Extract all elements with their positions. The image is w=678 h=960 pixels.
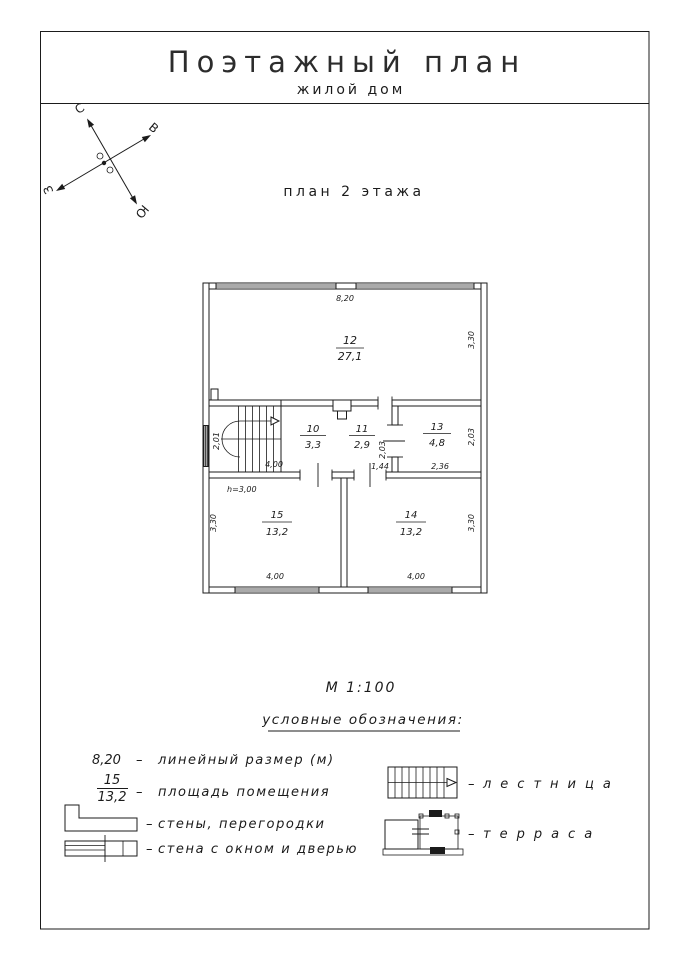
legend-dash: – [468,777,475,792]
wall-room13-left-lower [392,457,398,472]
stairs-arrowhead [447,779,456,787]
legend-sample-area-number: 15 [103,773,121,788]
chimney-block [333,400,351,411]
dim-ceiling-height: h=3,00 [227,485,257,494]
window-top-left [216,283,336,289]
compass-curl-icon [97,153,103,159]
page-title: Поэтажный план [167,45,527,79]
wall-room12-bottom-right [392,400,481,406]
room-area: 13,2 [399,527,423,538]
room-number: 11 [355,424,369,435]
stair-direction-arrowhead [271,417,279,425]
dim-top-width: 8,20 [336,294,354,303]
legend-row-terrace [383,810,601,855]
plan-caption: план 2 этажа [283,184,425,200]
room-label-13 [423,422,451,449]
legend-label-stairs: лестница [483,777,620,792]
window-frame [235,587,319,593]
room-label-14 [396,510,426,538]
legend-label-area: площадь помещения [158,785,331,800]
room-number: 14 [404,510,418,521]
dim-room15-depth: 3,30 [209,514,218,532]
legend-dash: – [136,785,143,800]
window-bottom-left [235,587,319,593]
compass-west-arrowhead [56,184,65,191]
compass-east-arrowhead [142,135,151,142]
compass-west-label: З [40,183,57,197]
compass-ns-line [89,122,134,200]
room-area: 2,9 [354,440,370,451]
legend-label-terrace: терраса [483,827,602,842]
legend-label-linear: линейный размер (м) [158,753,335,768]
window-frame [203,425,209,467]
legend-row-window-door [65,835,358,862]
wall-hall-bottom-left [209,472,300,478]
legend-row-stairs [388,767,620,798]
terrace-step-block [430,847,445,854]
dim-hall-width: 1,44 [371,462,389,471]
legend-dash: – [146,817,153,832]
compass-north-label: С [72,100,88,117]
chimney-block-tab [338,411,347,419]
pillar-stair [211,389,218,400]
wall-hall-bottom-mid [332,472,354,478]
dim-room15-width: 4,00 [266,572,284,581]
window-door-symbol-icon [65,841,137,856]
dim-room14-depth: 3,30 [467,514,476,532]
room-area: 3,3 [305,440,321,451]
room-number: 15 [270,510,284,521]
compass-rose [40,101,161,221]
window-bottom-right [368,587,452,593]
compass-east-label: В [145,119,162,136]
compass-hub-icon [102,161,106,165]
dim-stair-length: 4,00 [265,460,283,469]
terrace-base-bar [383,849,463,855]
compass-south-arrowhead [130,195,137,204]
window-frame [368,587,452,593]
room-label-11 [349,424,375,451]
compass-curl-icon [107,167,113,173]
legend-dash: – [136,753,143,768]
legend-heading-text: условные обозначения: [262,712,464,728]
room-area: 27,1 [337,350,363,363]
room-area: 13,2 [265,527,289,538]
dim-room13-width: 2,36 [431,462,449,471]
legend-sample-area-value: 13,2 [97,790,127,805]
dim-stair-width: 2,01 [212,432,221,450]
room-label-10 [300,424,326,451]
window-left-stair [203,425,209,467]
room-number: 13 [430,422,444,433]
terrace-deck-rect [420,816,458,849]
scale-label: М 1:100 [325,680,397,696]
wall-room15-room14 [341,478,347,587]
dim-room12-depth: 3,30 [467,331,476,349]
legend-row-linear-dimension [92,753,335,768]
legend-heading [261,712,464,731]
wall-hall-bottom-right [386,472,481,478]
window-frame [356,283,474,289]
window-frame [216,283,336,289]
legend-label-walls: стены, перегородки [158,817,326,832]
wall-room13-left-upper [392,406,398,425]
room-label-12 [336,334,364,363]
compass-north-arrowhead [87,119,94,128]
room-area: 4,8 [429,438,445,449]
dim-room14-width: 4,00 [407,572,425,581]
room-number: 12 [343,334,357,347]
title-block [168,45,526,98]
legend-dash: – [468,827,475,842]
legend-row-room-area [97,773,330,805]
wall-room12-bottom-mid [351,400,378,406]
floor-plan [203,283,487,593]
terrace-chimney-block [429,810,442,817]
page-subtitle: жилой дом [296,82,406,98]
wall-right [481,283,487,593]
room-labels [262,334,451,538]
dim-hall-door: 2,03 [378,441,387,459]
terrace-room-rect [385,820,418,849]
window-top-right [356,283,474,289]
room-number: 10 [306,424,320,435]
legend-label-window-door: стена с окном и дверью [158,842,359,857]
compass-south-label: Ю [132,202,152,222]
dim-room13-depth: 2,03 [467,428,476,446]
legend-dash: – [146,842,153,857]
legend [65,753,620,862]
wall-room12-bottom-left [209,400,333,406]
room-label-15 [262,510,292,538]
legend-row-walls [65,805,326,832]
legend-sample-linear: 8,20 [92,753,121,768]
walls-symbol-icon [65,805,137,831]
